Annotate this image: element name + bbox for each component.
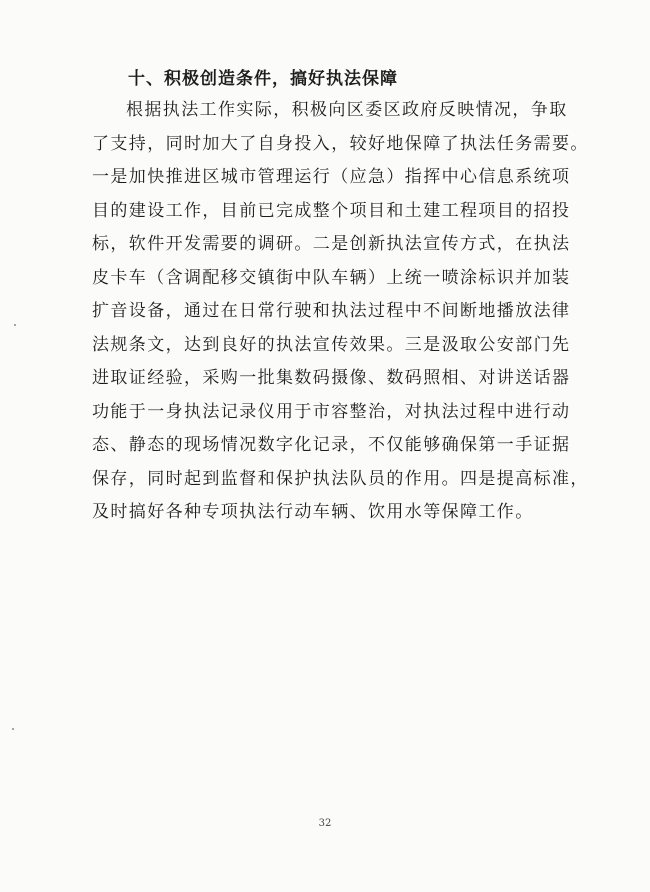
paragraph-line: 保存，同时起到监督和保护执法队员的作用。四是提高标准， [92,468,589,489]
scan-speck [14,324,16,326]
paragraph-line: 皮卡车（含调配移交镇街中队车辆）上统一喷涂标识并加装 [92,267,571,288]
paragraph-line: 法规条文，达到良好的执法宣传效果。三是汲取公安部门先 [92,334,571,355]
page-number: 32 [318,818,332,829]
paragraph-line: 扩音设备，通过在日常行驶和执法过程中不间断地播放法律 [92,301,571,321]
paragraph-line: 标，软件开发需要的调研。二是创新执法宣传方式，在执法 [92,234,571,254]
scan-speck [12,728,14,730]
paragraph-line: 一是加快推进区城市管理运行（应急）指挥中心信息系统项 [92,167,571,187]
paragraph-line: 及时搞好各种专项执法行动车辆、饮用水等保障工作。 [92,502,534,522]
paragraph-line: 根据执法工作实际，积极向区委区政府反映情况，争取 [126,100,568,120]
body-paragraph [92,94,589,530]
section-heading: 十、积极创造条件，搞好执法保障 [128,69,398,89]
paragraph-line: 态、静态的现场情况数字化记录，不仅能够确保第一手证据 [92,435,571,455]
paragraph-line: 进取证经验，采购一批集数码摄像、数码照相、对讲送话器 [92,368,571,388]
paragraph-line: 了支持，同时加大了自身投入，较好地保障了执法任务需要。 [92,133,589,154]
paragraph-line: 目的建设工作，目前已完成整个项目和土建工程项目的招投 [92,200,571,221]
paragraph-line: 功能于一身执法记录仪用于市容整治，对执法过程中进行动 [92,401,571,422]
